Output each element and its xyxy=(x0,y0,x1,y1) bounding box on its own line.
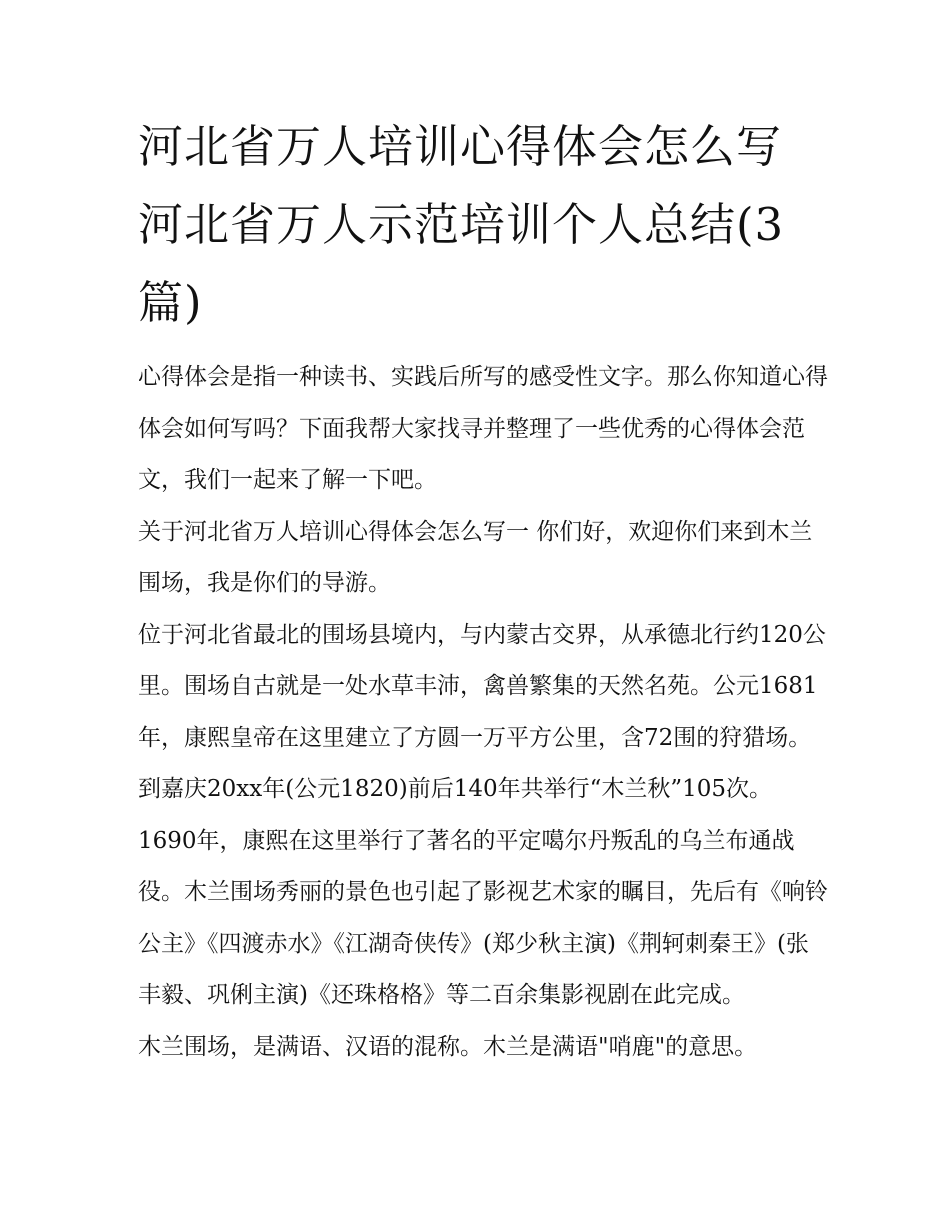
paragraph-location: 位于河北省最北的围场县境内，与内蒙古交界，从承德北行约120公里。围场自古就是一处水草丰沛，禽兽繁集的天然名苑。公元1681年，康熙皇帝在这里建立了方圆一万平方公里，含72围的狩猎场。到嘉庆20xx年(公元1820)前后140年共举行“木兰秋”105次。1690年，康熙在这里举行了著名的平定噶尔丹叛乱的乌兰布通战役。木兰围场秀丽的景色也引起了影视艺术家的瞩目，先后有《响铃公主》《四渡赤水》《江湖奇侠传》(郑少秋主演)《荆轲刺秦王》(张丰毅、巩俐主演)《还珠格格》等二百余集影视剧在此完成。 xyxy=(138,621,828,1008)
document-title: 河北省万人培训心得体会怎么写 河北省万人示范培训个人总结(3篇) xyxy=(138,120,785,329)
paragraph-name-origin: 木兰围场，是满语、汉语的混称。木兰是满语"哨鹿"的意思。 xyxy=(138,1033,758,1060)
paragraph-greeting: 关于河北省万人培训心得体会怎么写一 你们好，欢迎你们来到木兰围场，我是你们的导游。 xyxy=(138,518,813,596)
paragraph-intro: 心得体会是指一种读书、实践后所写的感受性文字。那么你知道心得体会如何写吗？下面我帮大家找寻并整理了一些优秀的心得体会范文，我们一起来了解一下吧。 xyxy=(138,364,828,493)
document-body xyxy=(138,352,828,1073)
